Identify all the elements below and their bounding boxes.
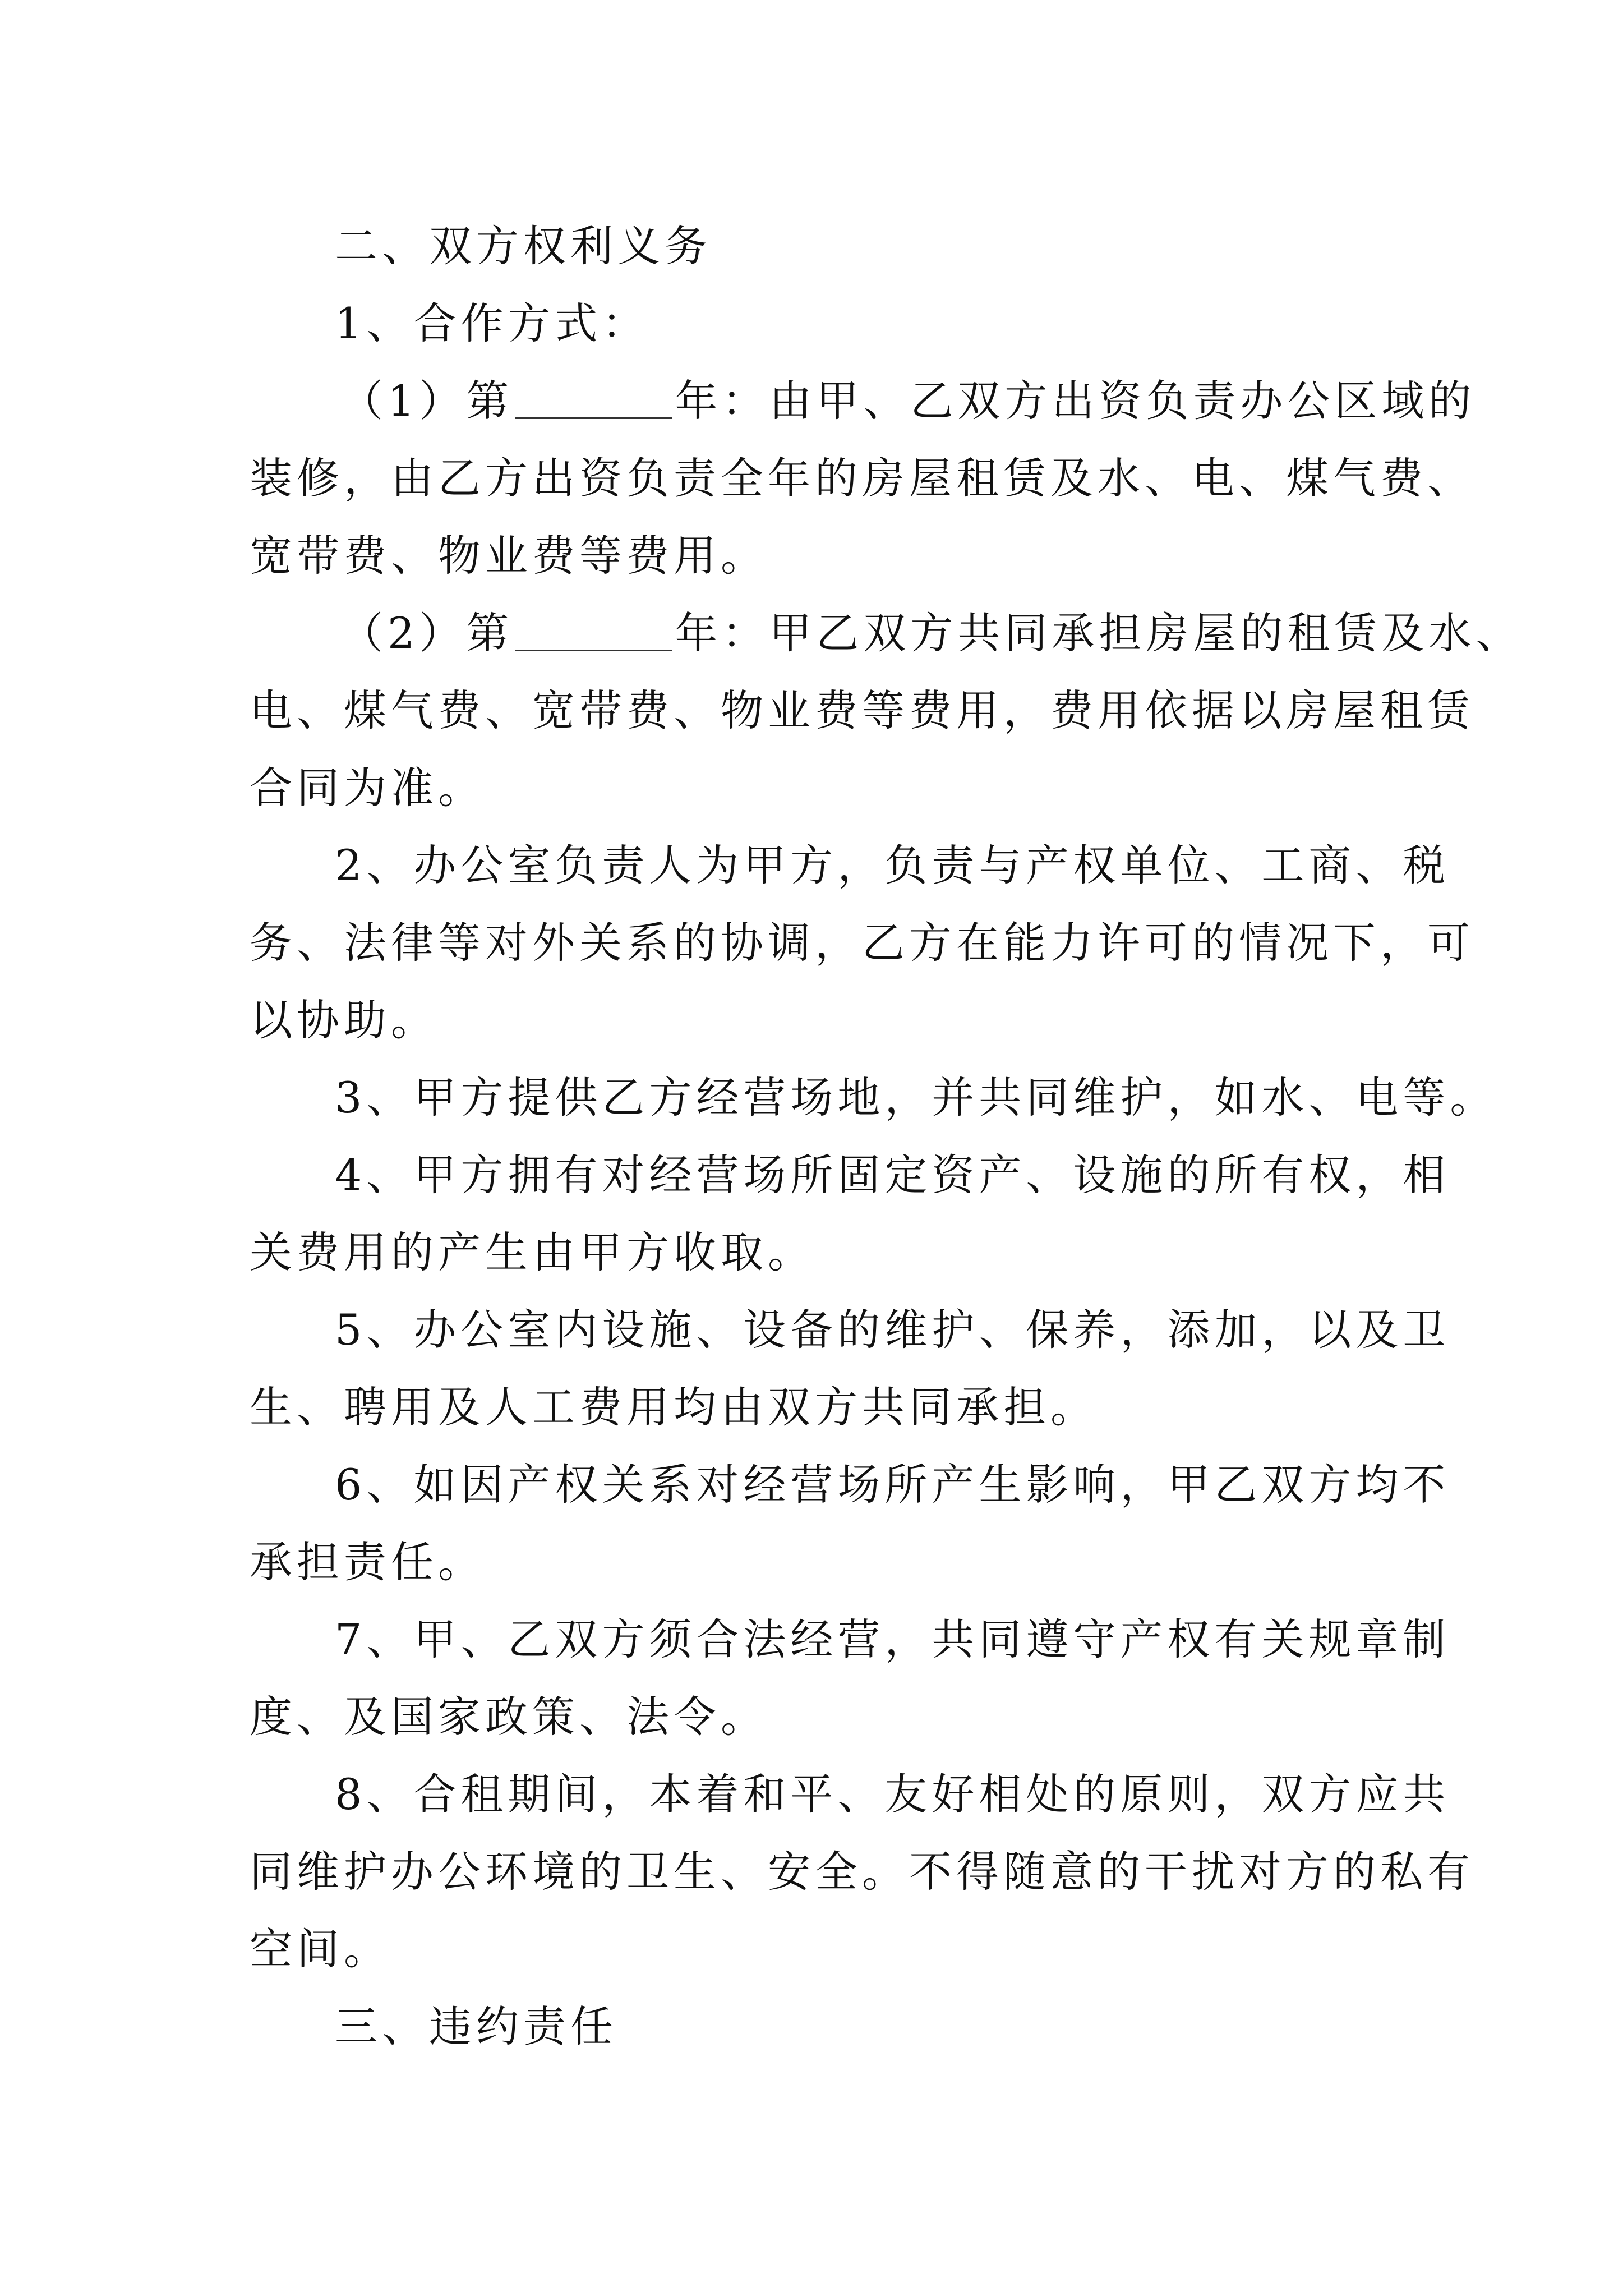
section-heading-liability	[250, 1988, 1394, 2065]
item-8	[250, 1756, 1474, 1988]
item-line: 8、合租期间，本着和平、友好相处的原则，双方应共	[335, 1769, 1450, 1819]
item-line: 度、及国家政策、法令。	[250, 1692, 768, 1742]
document-body	[250, 208, 1523, 2065]
item-line: 电、煤气费、宽带费、物业费等费用，费用依据以房屋租赁	[250, 685, 1474, 735]
item-text: 1、合作方式：	[335, 298, 649, 348]
item-prefix: （1）第	[340, 376, 514, 426]
item-prefix: （2）第	[340, 608, 514, 658]
item-2	[250, 827, 1474, 1059]
item-line: 7、甲、乙双方须合法经营，共同遵守产权有关规章制	[335, 1614, 1450, 1664]
heading-text: 二、双方权利义务	[335, 221, 712, 271]
item-line: 以协助。	[250, 995, 438, 1045]
item-6	[250, 1446, 1450, 1601]
item-line: 3、甲方提供乙方经营场地，并共同维护，如水、电等。	[335, 1073, 1497, 1122]
item-line: 空间。	[250, 1924, 391, 1974]
item-line: 生、聘用及人工费用均由双方共同承担。	[250, 1382, 1098, 1432]
item-7	[250, 1601, 1450, 1756]
item-line: 5、办公室内设施、设备的维护、保养，添加，以及卫	[335, 1305, 1450, 1355]
item-line: 务、法律等对外关系的协调，乙方在能力许可的情况下，可	[250, 918, 1474, 968]
item-line	[250, 595, 1523, 672]
item-line: 同维护办公环境的卫生、安全。不得随意的干扰对方的私有	[250, 1847, 1474, 1897]
item-4	[250, 1137, 1450, 1291]
item-suffix: 年：甲乙双方共同承担房屋的租赁及水、	[675, 608, 1523, 658]
section-heading-rights	[250, 208, 1394, 285]
year-blank	[515, 607, 672, 651]
item-line: 6、如因产权关系对经营场所产生影响，甲乙双方均不	[335, 1460, 1450, 1510]
item-line: 4、甲方拥有对经营场所固定资产、设施的所有权，相	[335, 1150, 1450, 1200]
item-1-title	[250, 285, 1394, 362]
item-line: 合同为准。	[250, 763, 485, 813]
item-line: 关费用的产生由甲方收取。	[250, 1227, 815, 1277]
item-line: 宽带费、物业费等费用。	[250, 531, 768, 581]
item-5	[250, 1291, 1450, 1446]
item-3	[250, 1059, 1497, 1137]
item-line: 承担责任。	[250, 1537, 485, 1587]
item-line: 2、办公室负责人为甲方，负责与产权单位、工商、税	[335, 840, 1450, 890]
item-line: 装修，由乙方出资负责全年的房屋租赁及水、电、煤气费、	[250, 453, 1474, 503]
item-line	[250, 362, 1476, 440]
heading-text: 三、违约责任	[335, 2001, 617, 2051]
item-1-2	[250, 595, 1523, 827]
item-1-1	[250, 362, 1476, 595]
year-blank	[515, 375, 672, 419]
item-suffix: 年：由甲、乙双方出资负责办公区域的	[675, 376, 1476, 426]
